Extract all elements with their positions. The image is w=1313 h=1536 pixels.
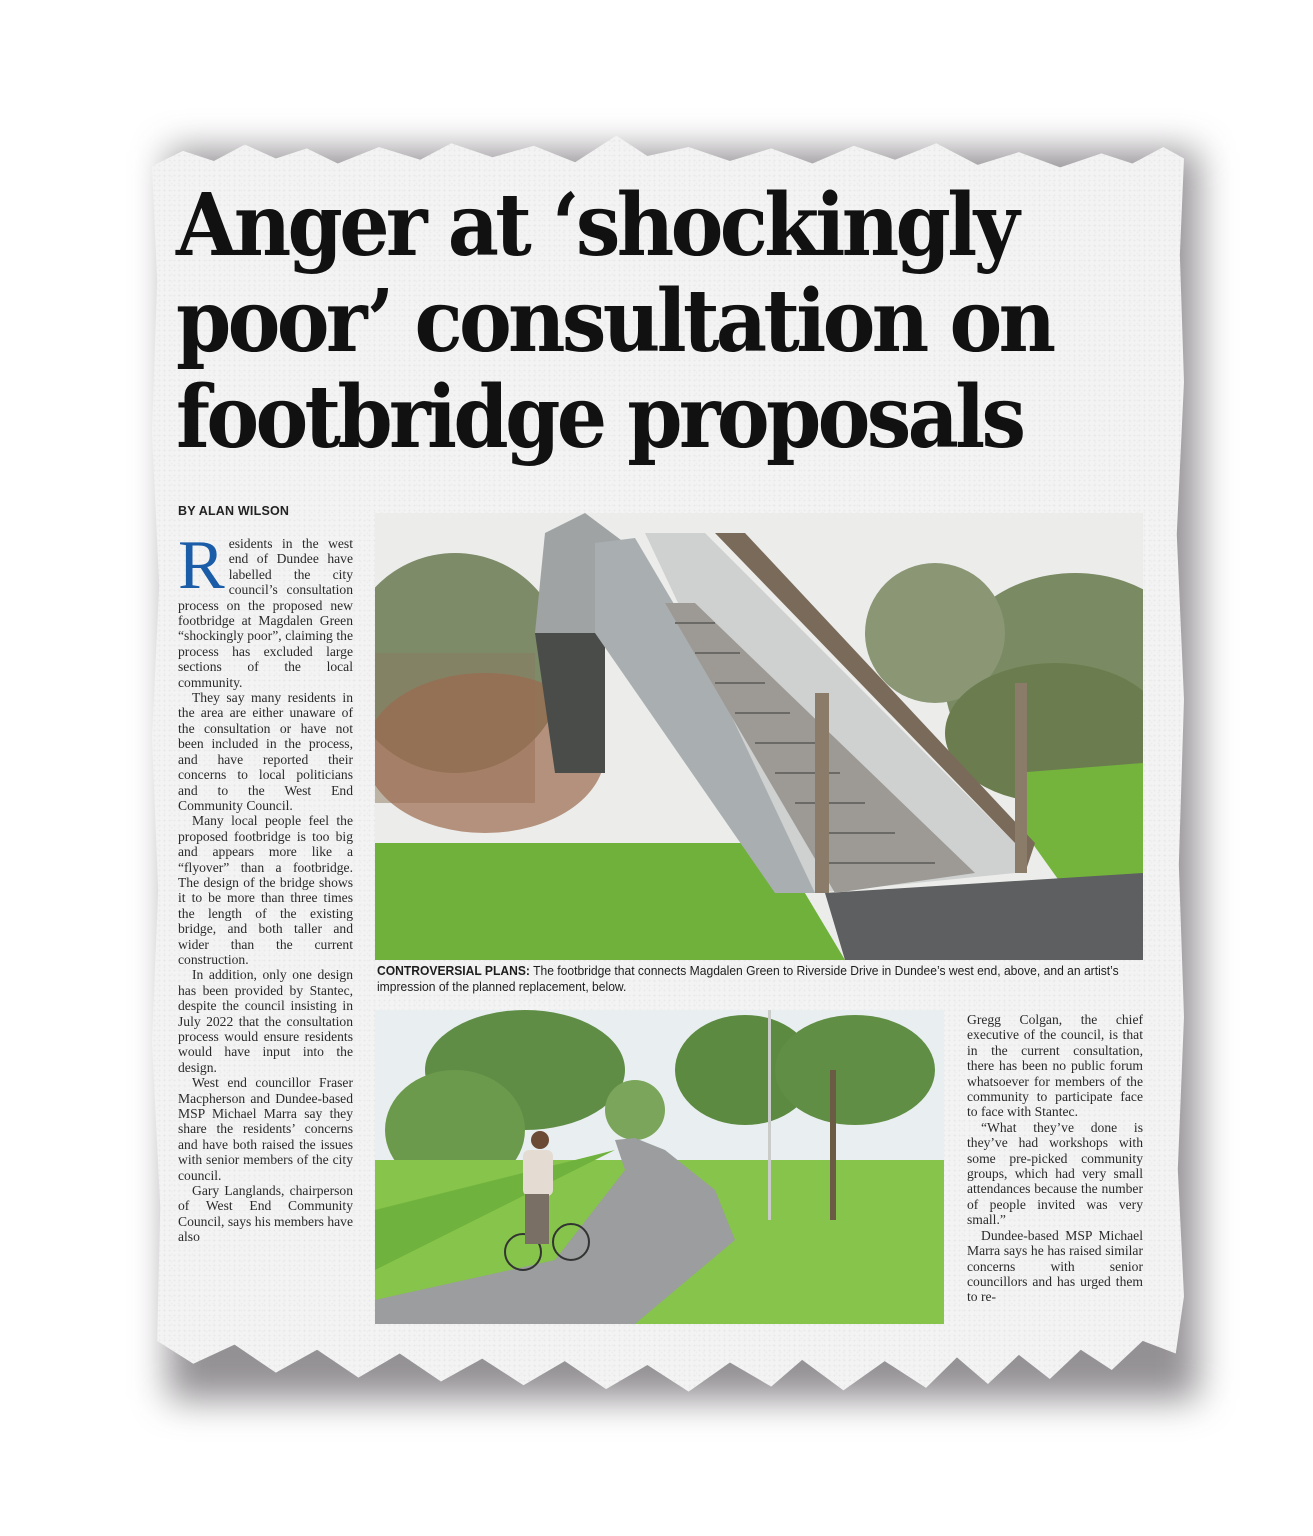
headline-line: Anger at ‘shockingly: [176, 175, 1016, 276]
paragraph: Gregg Colgan, the chief executive of the council, is that in the current consultation, there has been no public forum whatsoever for members of the community to participate face to face with Stantec.: [967, 1012, 1143, 1120]
headline-line: footbridge proposals: [176, 367, 1023, 468]
footbridge-illustration: [375, 513, 1143, 960]
paragraph: In addition, only one design has been provided by Stantec, despite the council insisting in July 2022 that the consultation process would ensure residents would have input into the design.: [178, 967, 353, 1075]
photo-caption: [377, 964, 1126, 995]
park-illustration: [375, 1010, 944, 1324]
photo-artist-impression: [375, 1010, 944, 1324]
caption-text: The footbridge that connects Magdalen Green to Riverside Drive in Dundee’s west end, above, and an artist’s impression of the planned replacement, below.: [377, 964, 1119, 994]
byline: BY ALAN WILSON: [178, 504, 290, 518]
paragraph: Many local people feel the proposed footbridge is too big and appears more like a “flyover” than a footbridge. The design of the bridge shows it to be more than three times the length of the existing bridge, and both taller and wider than the current construction.: [178, 813, 353, 967]
right-column: [967, 1012, 1143, 1305]
paragraph: Residents in the west end of Dundee have labelled the city council’s consultation process on the proposed new footbridge at Magdalen Green “shockingly poor”, claiming the process has excluded large sections of the local community.: [178, 527, 353, 690]
caption-label: CONTROVERSIAL PLANS:: [377, 964, 530, 978]
paragraph: They say many residents in the area are either unaware of the consultation or have not been included in the process, and have reported their concerns to local politicians and to the West End Community Council.: [178, 690, 353, 813]
headline: [176, 175, 1078, 468]
left-column: [178, 527, 353, 1245]
paragraph: “What they’ve done is they’ve had workshops with some pre-picked community groups, which had very small attendances because the number of people invited was very small.”: [967, 1119, 1143, 1228]
photo-existing-footbridge: [375, 513, 1143, 960]
drop-cap: R: [178, 527, 225, 604]
headline-line: poor’ consultation on: [176, 271, 1053, 372]
paragraph: Gary Langlands, chairperson of West End Community Council, says his members have also: [178, 1183, 353, 1245]
paragraph: Dundee-based MSP Michael Marra says he has raised similar concerns with senior councillors and has urged them to re-: [967, 1227, 1143, 1305]
paragraph: West end councillor Fraser Macpherson and Dundee-based MSP Michael Marra say they share the residents’ concerns and have both raised the issues with senior members of the city council.: [178, 1075, 353, 1183]
